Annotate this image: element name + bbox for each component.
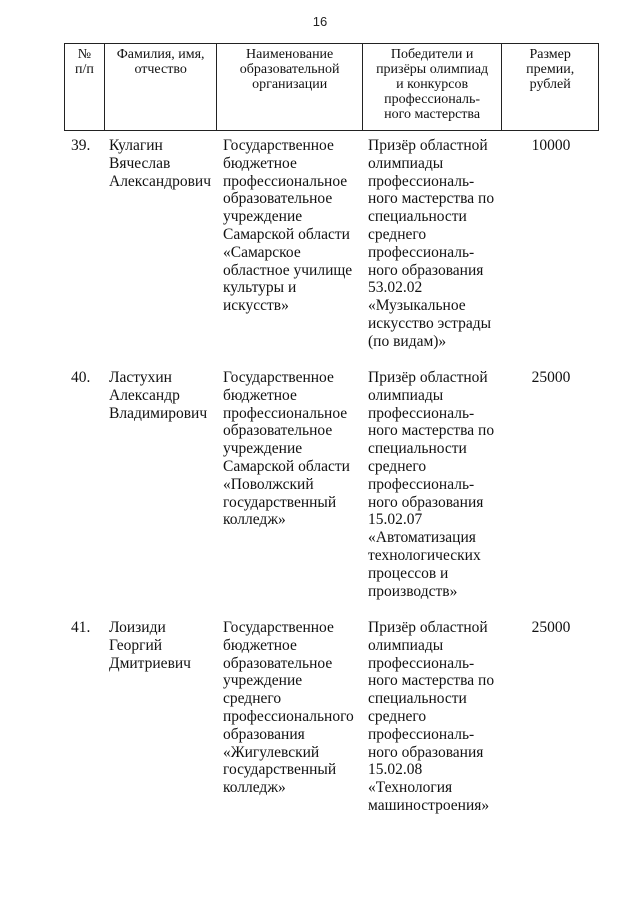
row-number: 39. [71,137,91,154]
row-prize: 25000 [531,369,571,386]
row-achievement: Призёр областной олимпиады профессиональ- ного мастерства по специальности среднего профессиональ- ного образования 53.02.02 «Музыкальное искусство эстрады (по видам)» [368,137,495,350]
table-row [64,619,599,815]
table-row [64,137,599,351]
row-prize: 25000 [531,619,571,636]
row-name: Ластухин Александр Владимирович [109,369,208,422]
row-number: 41. [71,619,91,636]
row-organization: Государственное бюджетное профессиональное образовательное учреждение Самарской области «Поволжский государственный колледж» [223,369,350,529]
header-number: № п/п [65,44,105,130]
row-name: Кулагин Вячеслав Александрович [109,137,211,190]
row-organization: Государственное бюджетное образовательное учреждение среднего профессионального образования «Жигулевский государственный колледж» [223,619,354,797]
table-header [64,43,599,131]
row-organization: Государственное бюджетное профессиональное образовательное учреждение Самарской области «Самарское областное училище культуры и искусств» [223,137,353,315]
row-achievement: Призёр областной олимпиады профессиональ- ного мастерства по специальности среднего профессиональ- ного образования 15.02.07 «Автоматизация технологических процессов и производств» [368,369,495,600]
header-prize: Размер премии, рублей [526,47,575,92]
table-row [64,369,599,600]
row-prize: 10000 [531,137,571,154]
row-name: Лоизиди Георгий Дмитриевич [109,619,191,672]
header-name: Фамилия, имя, отчество [105,44,218,130]
header-winners: Победители и призёры олимпиад и конкурсов профессиональ- ного мастерства [363,44,502,130]
row-achievement: Призёр областной олимпиады профессиональ- ного мастерства по специальности среднего профессиональ- ного образования 15.02.08 «Технология машиностроения» [368,619,495,814]
row-number: 40. [71,369,91,386]
page-number: 16 [312,14,328,29]
header-organization: Наименование образовательной организации [217,44,362,130]
